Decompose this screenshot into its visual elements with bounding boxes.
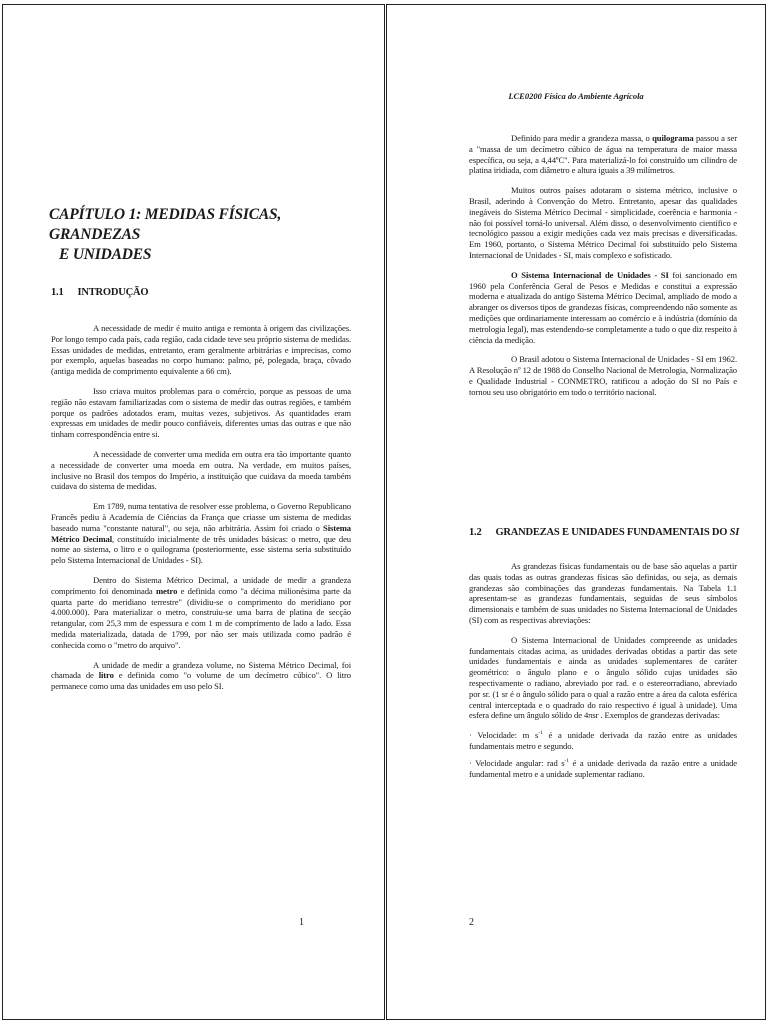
superscript: -1 bbox=[564, 757, 569, 764]
left-body-text bbox=[51, 323, 351, 701]
paragraph: A necessidade de medir é muito antiga e remonta à origem das civilizações. Por longo tempo cada país, cada região, cada cidade teve seu próprio sistema de medidas. Essas unidades de medidas, entretanto, eram geralmente arbitrárias e imprecisas, como por exemplo, aquelas baseadas no corpo humano: palmo, pé, polegada, braça, côvado (antiga medida de comprimento equivalente a 66 cm). bbox=[51, 323, 351, 377]
page-right bbox=[386, 4, 766, 1020]
text-run: Dentro do Sistema Métrico Decimal, a unidade de medir a grandeza comprimento foi denominada bbox=[51, 574, 351, 596]
paragraph bbox=[51, 501, 351, 566]
section-title-italic: SI bbox=[729, 527, 740, 538]
text-run: A unidade de medir a grandeza volume, no Sistema Métrico Decimal, foi chamada de bbox=[51, 659, 351, 681]
list-item bbox=[469, 730, 737, 752]
bold-term: O Sistema Internacional de Unidades - SI bbox=[511, 269, 669, 280]
chapter-title bbox=[49, 205, 359, 265]
section-title: GRANDEZAS E UNIDADES FUNDAMENTAIS DO bbox=[495, 527, 730, 538]
paragraph: Muitos outros países adotaram o sistema métrico, inclusive o Brasil, aderindo à Convenção do Metro. Entretanto, apesar das qualidades inegáveis do Sistema Métrico Decimal - simplicidade, coerência e harmonia - não foi possível torná-lo universal. Além disso, o desenvolvimento científico e tecnológico passou a exigir medições cada vez mais precisas e diversificadas. Em 1960, portanto, o Sistema Métrico Decimal foi substituído pelo Sistema Internacional de Unidades - SI, mais complexo e sofisticado. bbox=[469, 185, 737, 260]
text-run: Em 1789, numa tentativa de resolver esse problema, o Governo Republicano Francês pediu à Academia de Ciências da França que criasse um sistema de medidas baseado numa "constante natural", ou seja, não arbitrária. Assim foi criado o bbox=[51, 501, 351, 533]
paragraph bbox=[469, 270, 737, 346]
text-run: e definida como "o volume de um decímetro cúbico". O litro permanece como uma das unidades em uso pelo SI. bbox=[51, 670, 352, 692]
paragraph bbox=[51, 660, 351, 692]
section-heading-1-1 bbox=[51, 287, 148, 298]
list-item bbox=[469, 758, 737, 780]
right-body-text-top bbox=[469, 133, 737, 407]
paragraph: O Brasil adotou o Sistema Internacional de Unidades - SI em 1962. A Resolução nº 12 de 1988 do Conselho Nacional de Metrologia, Normalização e Qualidade Industrial - CONMETRO, ratificou a adoção do SI no País e tornou seu uso obrigatório em todo o território nacional. bbox=[469, 354, 737, 397]
page-number: 1 bbox=[299, 917, 304, 928]
superscript: -1 bbox=[538, 730, 543, 737]
right-body-text-bottom bbox=[469, 561, 737, 785]
text-run: · Velocidade angular: rad s bbox=[469, 757, 565, 768]
text-run: · Velocidade: m s bbox=[469, 730, 539, 741]
section-title: INTRODUÇÃO bbox=[77, 287, 149, 298]
section-number: 1.1 bbox=[51, 287, 64, 298]
paragraph: As grandezas físicas fundamentais ou de base são aquelas a partir das quais todas as outras grandezas físicas são definidas, ou seja, as demais grandezas são combinações das grandezas fundamentais. Na Tabela 1.1 apresentam-se as grandezas fundamentais, seguidas de seus símbolos dimensionais e também de suas unidades no Sistema Internacional de Unidades (SI) com as respectivas abreviações: bbox=[469, 561, 737, 625]
bold-term: metro bbox=[155, 585, 178, 596]
bold-term: litro bbox=[98, 670, 114, 681]
text-run: é a unidade derivada da razão entre a unidade fundamental metro e a unidade suplementar radiano. bbox=[469, 757, 737, 779]
text-run: é a unidade derivada da razão entre as unidades fundamentais metro e segundo. bbox=[469, 730, 738, 751]
chapter-title-line2: E UNIDADES bbox=[59, 246, 152, 263]
section-number: 1.2 bbox=[469, 527, 482, 538]
running-header: LCE0200 Física do Ambiente Agrícola bbox=[508, 91, 644, 101]
paragraph bbox=[51, 575, 351, 651]
paragraph: Isso criava muitos problemas para o comércio, porque as pessoas de uma região não estavam familiarizadas com o sistema de medir das outras regiões, e também porque os padrões adotados eram, muitas vezes, subjetivos. As quantidades eram expressas em unidades de medir pouco confiáveis, diferentes umas das outras e que não tinham correspondência entre si. bbox=[51, 385, 351, 440]
section-heading-1-2 bbox=[469, 527, 739, 538]
chapter-title-line1: CAPÍTULO 1: MEDIDAS FÍSICAS, GRANDEZAS bbox=[49, 206, 282, 243]
text-run: foi sancionado em 1960 pela Conferência Geral de Pesos e Medidas e constitui a expressão moderna e atualizada do antigo Sistema Métrico Decimal, ampliado de modo a abranger os diversos tipos de grandezas físicas, compreendendo não somente as medições que ordinariamente interessam ao comércio e à indústria (domínio da metrologia legal), mas estendendo-se completamente a tudo o que diz respeito à ciência da medição. bbox=[469, 269, 738, 345]
text-run: , constituído inicialmente de três unidades básicas: o metro, que deu nome ao sistema, o litro e o quilograma (posteriormente, esse sistema seria substituído pelo Sistema Internacional de Unidades - SI). bbox=[51, 533, 351, 566]
text-run: passou a ser a "massa de um decímetro cúbico de água na temperatura de maior massa específica, ou seja, a 4,44ºC". Para materializá-lo foi construído um cilindro de platina iridiada, com diâmetro e altura iguais a 39 milímetros. bbox=[469, 133, 737, 176]
paragraph: O Sistema Internacional de Unidades compreende as unidades fundamentais citadas acima, as unidades derivadas obtidas a partir das sete unidades fundamentais e ainda as unidades suplementares de caráter geométrico: o ângulo plano e o ângulo sólido cujas unidades são respectivamente o radiano, abreviado por rad. e o estereorradiano, abreviado por sr. (1 sr é o ângulo sólido para o qual a razão entre a área da calota esférica central interceptada e o quadrado do raio respectivo é igual à unidade). Uma esfera define um ângulo sólido de 4πsr . Exemplos de grandezas derivadas: bbox=[469, 634, 737, 721]
paragraph: A necessidade de converter uma medida em outra era tão importante quanto a necessidade de converter uma moeda em outra. Na verdade, em muitos países, inclusive no Brasil dos tempos do Império, a instituição que cuidava da moeda também cuidava do sistema de medidas. bbox=[51, 448, 351, 492]
bold-term: quilograma bbox=[652, 133, 694, 143]
paragraph bbox=[469, 133, 737, 176]
page-left bbox=[2, 4, 385, 1020]
text-run: Definido para medir a grandeza massa, o bbox=[511, 133, 653, 143]
text-run: e definida como "a décima milionésima parte da quarta parte do meridiano terrestre" (dividiu-se o comprimento do meridiano por 4.000.000). Para materializar o metro, construiu-se uma barra de platina de secção retangular, com 25,3 mm de espessura e com 1 m de comprimento de lado a lado. Essa medida materializada, datada de 1799, por não ser mais utilizada como padrão é conhecida como o "metro do arquivo". bbox=[51, 585, 351, 650]
page-number: 2 bbox=[469, 917, 474, 928]
bold-term: Sistema Métrico Decimal bbox=[51, 522, 351, 544]
